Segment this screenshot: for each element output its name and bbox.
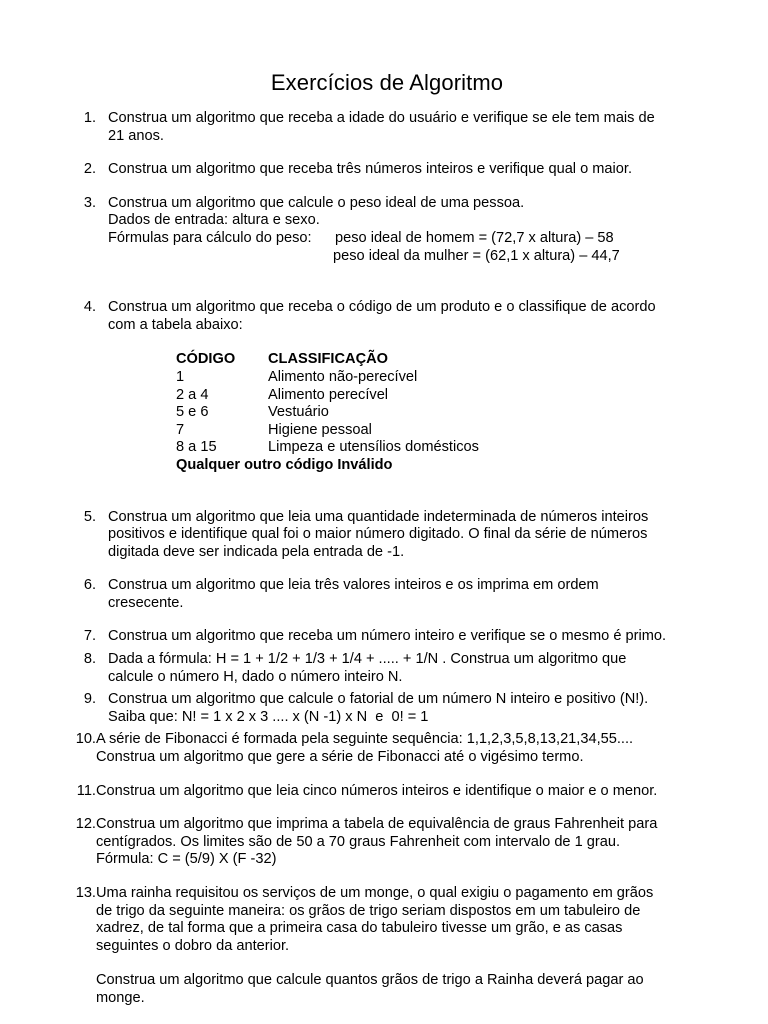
exercise-number: 8. xyxy=(83,651,96,668)
table-footer-row xyxy=(176,457,479,475)
exercise-text: Saiba que: N! = 1 x 2 x 3 .... x (N -1) x N e 0! = 1 xyxy=(108,708,429,725)
exercise-text: Construa um algoritmo que leia cinco números inteiros e identifique o maior e o menor. xyxy=(96,782,658,799)
exercise-text: Construa um algoritmo que gere a série de Fibonacci até o vigésimo termo. xyxy=(96,749,584,766)
exercise-3 xyxy=(66,195,708,265)
table-row xyxy=(176,369,479,387)
table-cell-classification: Limpeza e utensílios domésticos xyxy=(268,439,479,456)
exercise-12 xyxy=(66,816,708,869)
exercise-11 xyxy=(66,783,708,801)
table-row xyxy=(176,422,479,440)
formula-men: peso ideal de homem = (72,7 x altura) – 58 xyxy=(335,229,614,246)
table-header-code: CÓDIGO xyxy=(176,351,236,368)
exercise-number: 10. xyxy=(75,731,96,748)
classification-table xyxy=(176,351,479,474)
exercise-text: Construa um algoritmo que receba um número inteiro e verifique se o mesmo é primo. xyxy=(108,628,667,645)
exercise-number: 12. xyxy=(75,816,96,833)
exercise-9 xyxy=(66,691,708,726)
table-cell-classification: Vestuário xyxy=(268,404,329,421)
exercise-2 xyxy=(66,161,708,179)
exercise-text: Construa um algoritmo que leia três valores inteiros e os imprima em ordem xyxy=(108,577,599,594)
exercise-text: A série de Fibonacci é formada pela seguinte sequência: 1,1,2,3,5,8,13,21,34,55.... xyxy=(96,731,634,748)
table-header-row xyxy=(176,351,479,369)
exercise-number: 1. xyxy=(83,110,96,126)
exercise-text: digitada deve ser indicada pela entrada de -1. xyxy=(108,543,405,560)
exercise-number: 9. xyxy=(83,691,96,708)
exercise-text: Construa um algoritmo que leia uma quantidade indeterminada de números inteiros xyxy=(108,508,649,525)
exercise-13 xyxy=(66,885,708,1008)
table-cell-code: 8 a 15 xyxy=(176,439,217,456)
exercise-text: monge. xyxy=(96,989,145,1006)
table-row xyxy=(176,404,479,422)
exercise-text: 21 anos. xyxy=(108,127,164,144)
exercise-text: Fórmula: C = (5/9) X (F -32) xyxy=(96,851,277,868)
exercise-4 xyxy=(66,299,708,474)
exercise-text: Construa um algoritmo que imprima a tabela de equivalência de graus Fahrenheit para xyxy=(96,816,658,833)
exercise-text: Uma rainha requisitou os serviços de um monge, o qual exigiu o pagamento em grãos xyxy=(96,885,654,901)
exercise-number: 2. xyxy=(83,161,96,178)
formula-women: peso ideal da mulher = (62,1 x altura) – 44,7 xyxy=(333,247,620,264)
exercise-number: 4. xyxy=(83,299,96,316)
exercise-text: calcule o número H, dado o número inteiro N. xyxy=(108,668,403,685)
exercise-1 xyxy=(66,110,708,145)
exercise-text: xadrez, de tal forma que a primeira casa do tabuleiro tivesse um grão, e as casas xyxy=(96,920,623,937)
table-cell-code: 1 xyxy=(176,368,185,385)
exercise-number: 6. xyxy=(83,577,96,594)
table-row xyxy=(176,439,479,457)
exercise-number: 7. xyxy=(83,628,96,645)
exercise-text: Construa um algoritmo que receba o código de um produto e o classifique de acordo xyxy=(108,299,656,316)
exercise-number: 13. xyxy=(75,885,96,901)
exercise-number: 11. xyxy=(76,782,96,799)
exercise-text: positivos e identifique qual foi o maior número digitado. O final da série de números xyxy=(108,526,648,543)
table-cell-classification: Alimento perecível xyxy=(268,386,389,403)
exercise-text: cresecente. xyxy=(108,594,184,611)
table-cell-classification: Higiene pessoal xyxy=(268,421,372,438)
table-cell-code: 7 xyxy=(176,421,185,438)
exercise-number: 3. xyxy=(83,194,96,211)
exercise-8 xyxy=(66,651,708,686)
table-header-classification: CLASSIFICAÇÃO xyxy=(268,351,388,368)
exercise-text: de trigo da seguinte maneira: os grãos de trigo seriam dispostos em um tabuleiro de xyxy=(96,902,641,919)
table-cell-code: 5 e 6 xyxy=(176,404,209,421)
exercise-5 xyxy=(66,509,708,562)
exercise-6 xyxy=(66,577,708,612)
exercise-number: 5. xyxy=(83,508,96,525)
exercise-text: Construa um algoritmo que calcule o peso ideal de uma pessoa. xyxy=(108,194,525,211)
exercise-7 xyxy=(66,628,708,646)
exercise-text: Dados de entrada: altura e sexo. xyxy=(108,212,320,229)
exercise-text: Construa um algoritmo que receba a idade do usuário e verifique se ele tem mais de xyxy=(108,110,655,126)
exercise-text: Construa um algoritmo que calcule quantos grãos de trigo a Rainha deverá pagar ao xyxy=(96,972,644,989)
exercise-text: com a tabela abaixo: xyxy=(108,316,243,333)
exercise-text: centígrados. Os limites são de 50 a 70 graus Fahrenheit com intervalo de 1 grau. xyxy=(96,833,621,850)
formula-label: Fórmulas para cálculo do peso: xyxy=(108,229,312,246)
exercise-text: seguintes o dobro da anterior. xyxy=(96,937,290,954)
exercise-10 xyxy=(66,731,708,766)
formula-row xyxy=(108,230,708,248)
exercise-text: Construa um algoritmo que receba três números inteiros e verifique qual o maior. xyxy=(108,161,633,178)
table-row xyxy=(176,387,479,405)
exercise-text: Dada a fórmula: H = 1 + 1/2 + 1/3 + 1/4 + ..... + 1/N . Construa um algoritmo que xyxy=(108,651,627,668)
exercise-text: Construa um algoritmo que calcule o fatorial de um número N inteiro e positivo (N!). xyxy=(108,691,649,708)
document-title: Exercícios de Algoritmo xyxy=(270,70,504,95)
table-footer: Qualquer outro código Inválido xyxy=(176,456,393,473)
table-cell-classification: Alimento não-perecível xyxy=(268,368,418,385)
table-cell-code: 2 a 4 xyxy=(176,386,209,403)
